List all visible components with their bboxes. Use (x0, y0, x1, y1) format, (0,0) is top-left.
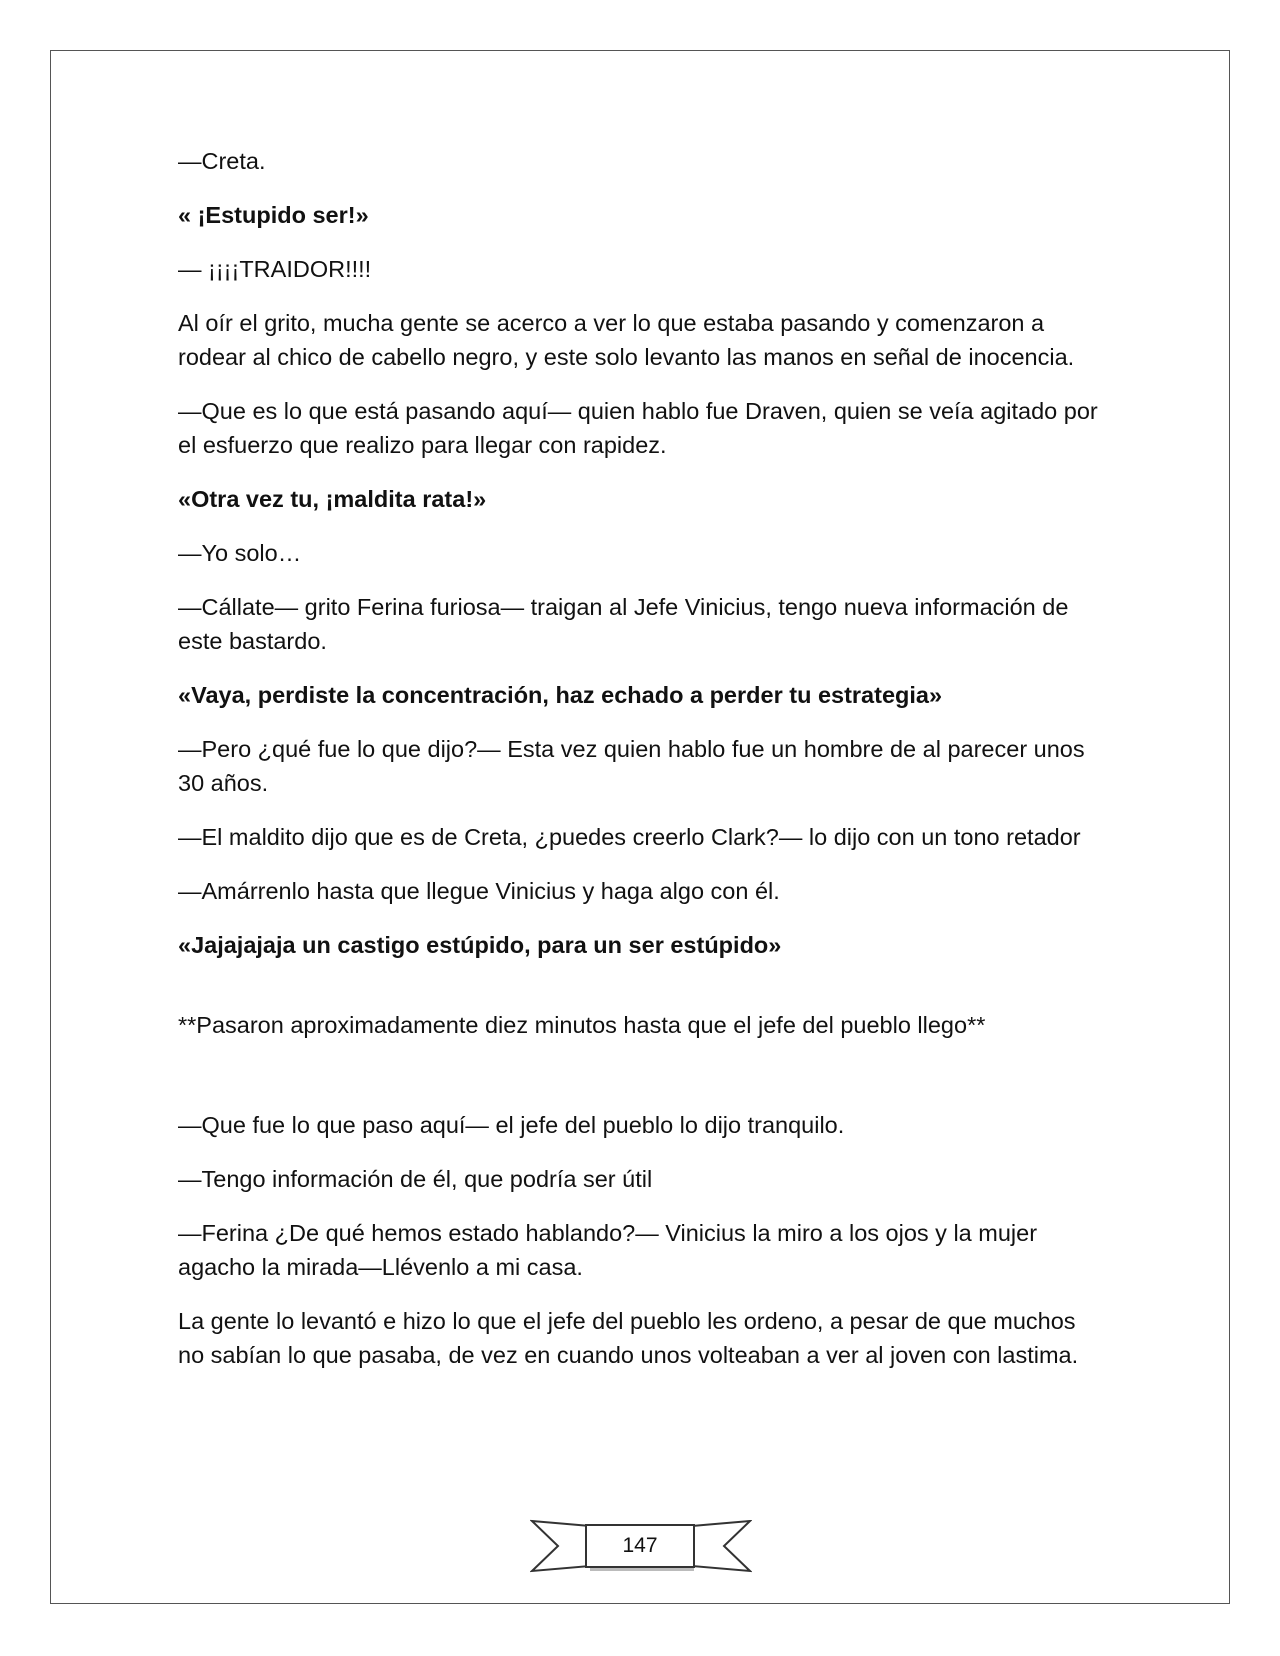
inner-thought-paragraph: «Otra vez tu, ¡maldita rata!» (178, 486, 487, 512)
inner-thought-paragraph: «Vaya, perdiste la concentración, haz echado a perder tu estrategia» (178, 682, 943, 708)
paragraph: —Ferina ¿De qué hemos estado hablando?— Vinicius la miro a los ojos y la mujer agacho la mirada—Llévenlo a mi casa. (178, 1220, 1038, 1280)
paragraph: —Pero ¿qué fue lo que dijo?— Esta vez quien hablo fue un hombre de al parecer unos 30 años. (178, 736, 1085, 796)
paragraph: —El maldito dijo que es de Creta, ¿puedes creerlo Clark?— lo dijo con un tono retador (178, 824, 1081, 850)
paragraph: — ¡¡¡¡TRAIDOR!!!! (178, 256, 372, 282)
paragraph: La gente lo levantó e hizo lo que el jefe del pueblo les ordeno, a pesar de que muchos no sabían lo que pasaba, de vez en cuando unos volteaban a ver al joven con lastima. (178, 1308, 1079, 1368)
paragraph: —Yo solo… (178, 540, 302, 566)
inner-thought-paragraph: «Jajajajaja un castigo estúpido, para un ser estúpido» (178, 932, 782, 958)
body-text (178, 144, 1108, 1392)
paragraph: Al oír el grito, mucha gente se acerco a ver lo que estaba pasando y comenzaron a rodear al chico de cabello negro, y este solo levanto las manos en señal de inocencia. (178, 310, 1075, 370)
paragraph: —Que fue lo que paso aquí— el jefe del pueblo lo dijo tranquilo. (178, 1112, 845, 1138)
page-number: 147 (622, 1534, 658, 1557)
paragraph: —Tengo información de él, que podría ser útil (178, 1166, 653, 1192)
scene-break-note: **Pasaron aproximadamente diez minutos hasta que el jefe del pueblo llego** (178, 1012, 986, 1038)
paragraph: —Que es lo que está pasando aquí— quien hablo fue Draven, quien se veía agitado por el esfuerzo que realizo para llegar con rapidez. (178, 398, 1098, 458)
inner-thought-paragraph: « ¡Estupido ser!» (178, 202, 369, 228)
paragraph: —Amárrenlo hasta que llegue Vinicius y haga algo con él. (178, 878, 780, 904)
page-number-ribbon (530, 1515, 752, 1579)
paragraph: —Cállate— grito Ferina furiosa— traigan al Jefe Vinicius, tengo nueva información de este bastardo. (178, 594, 1069, 654)
paragraph: —Creta. (178, 148, 266, 174)
